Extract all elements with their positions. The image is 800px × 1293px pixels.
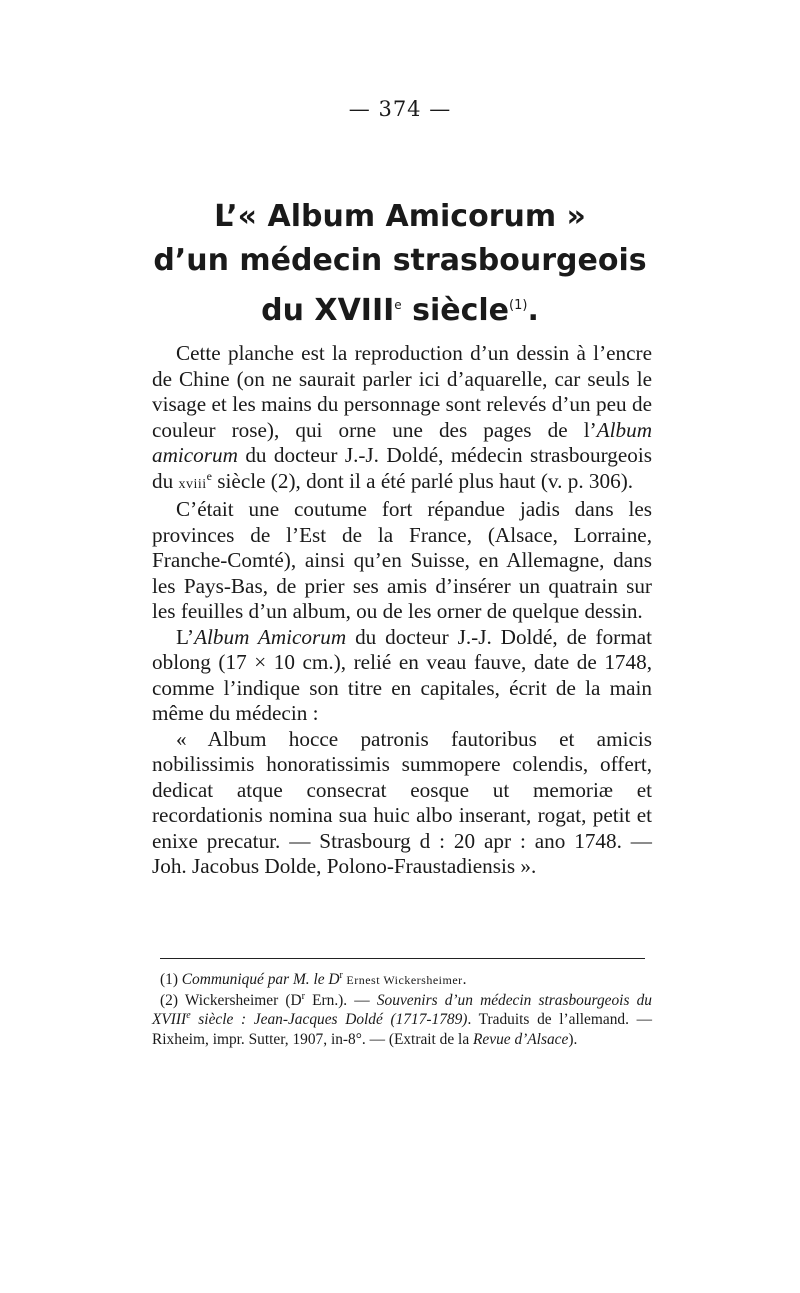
fn1-sup: r [339, 969, 343, 981]
title-line-3 [150, 283, 650, 333]
p1-century: xviii [178, 476, 207, 492]
title-superscript: e [394, 298, 402, 312]
title-line-3-text: du XVIII [261, 293, 395, 328]
p1-text-c: siècle (2), dont il a été parlé plus haut (v. p. 306). [211, 468, 634, 493]
title-line-2: d’un médecin strasbourgeois [153, 243, 647, 278]
paragraph-2: C’était une coutume fort répandue jadis dans les provinces de l’Est de la France, (Alsace, Lorraine, Franche-Comté), ainsi qu’en Suisse, en Allemagne, dans les Pays-Bas, de prier ses amis d’insérer un quatrain sur les feuilles d’un album, ou de les orner de quelque dessin. [152, 497, 652, 623]
title-line-3-siecle: siècle [401, 293, 510, 328]
fn1-name: Ernest Wickersheimer [342, 973, 463, 987]
paragraph-4-quote: « Album hocce patronis fautoribus et amicis nobilissimis honoratissimis summopere colendis, offert, dedicat atque consecrat eosque ut memoriæ et recordationis nomina sua huic albo inserant, rogat, petit et enixe precatur. — Strasbourg d : 20 apr : ano 1748. — Joh. Jacobus Dolde, Polono-Fraustadiensis ». [152, 726, 652, 878]
paragraph-3 [152, 625, 652, 727]
fn2-sup2: e [186, 1010, 191, 1022]
fn1-end: . [462, 971, 467, 988]
p1-text-a: Cette planche est la reproduction d’un dessin à l’encre de Chine (on ne saurait parler ici d’aquarelle, car seuls le visage et les mains du personnage sont relevés d’un peu de couleur rose), qui orne une des pages de l’ [152, 341, 652, 442]
title-line-3-end: . [527, 293, 539, 328]
footnote-2 [152, 991, 652, 1050]
article-title [150, 195, 650, 333]
fn2-text-c: . Traduits de l’allemand. — Rixheim, impr. Sutter, 1907, in-8°. — (Extrait de la [152, 1011, 652, 1048]
fn2-italic-1: Souvenirs d’un médecin strasbourgeois du XVIII [152, 991, 652, 1029]
fn2-text-a: (2) Wickersheimer (D [160, 991, 302, 1009]
fn2-text-b: Ern.). — [304, 991, 377, 1009]
fn2-sup1: r [301, 990, 305, 1002]
p3-text-b: du docteur J.-J. Doldé, de format oblong (17 × 10 cm.), relié en veau fauve, date de 1748, comme l’indique son titre en capitales, écrit de la main même du médecin : [152, 624, 652, 725]
fn1-num: (1) [160, 971, 182, 988]
fn1-italic: Communiqué par M. le D [181, 971, 340, 988]
footnote-divider [160, 958, 645, 959]
page-number: — 374 — [348, 97, 452, 121]
fn2-italic-2: siècle : Jean-Jacques Doldé (1717-1789) [190, 1011, 468, 1029]
p3-italic: Album Amicorum [194, 624, 347, 649]
p3-text-a: L’ [176, 624, 195, 649]
footnote-mark: (1) [509, 298, 528, 313]
footnote-1 [152, 970, 652, 991]
title-line-1: L’« Album Amicorum » [214, 199, 586, 234]
p1-text-b: du docteur J.-J. Doldé, médecin strasbourgeois du [152, 443, 652, 493]
paragraph-1 [152, 341, 652, 497]
p1-italic: Album amicorum [152, 417, 652, 467]
p1-sup: e [206, 468, 212, 483]
footnotes [152, 970, 652, 1049]
body-text [152, 341, 652, 880]
fn2-text-d: ). [568, 1030, 578, 1048]
fn2-italic-3: Revue d’Alsace [473, 1030, 569, 1048]
